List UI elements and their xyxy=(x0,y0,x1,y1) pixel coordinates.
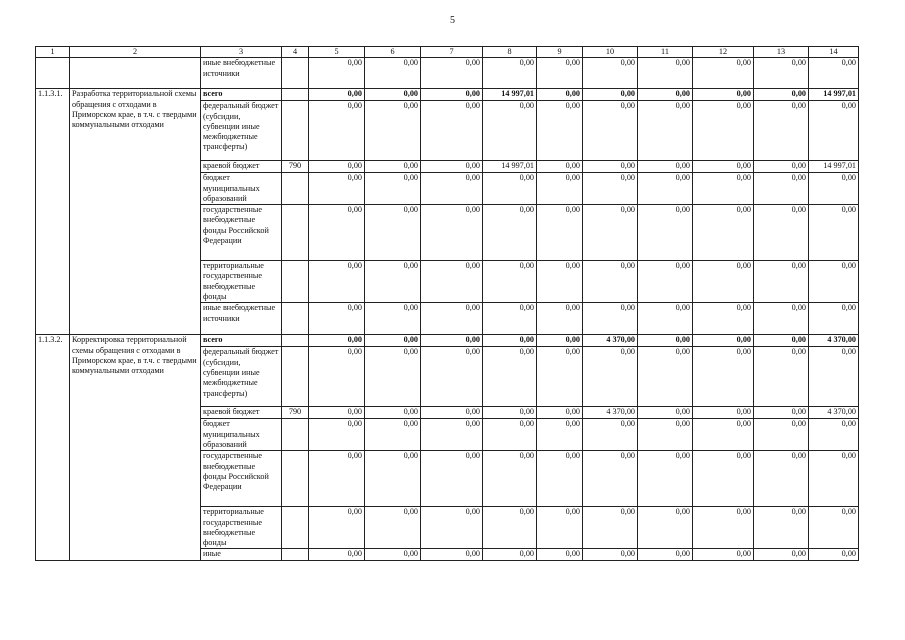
value-cell: 0,00 xyxy=(693,419,754,451)
value-cell: 0,00 xyxy=(483,101,537,161)
page-number: 5 xyxy=(450,15,455,26)
column-header: 11 xyxy=(638,47,693,58)
value-cell: 0,00 xyxy=(754,407,809,419)
value-cell: 0,00 xyxy=(583,549,638,561)
value-cell: 0,00 xyxy=(693,161,754,173)
value-cell: 0,00 xyxy=(693,173,754,205)
value-cell: 0,00 xyxy=(483,549,537,561)
funding-source-cell: федеральный бюджет (субсидии, субвенции иные межбюджетные трансферты) xyxy=(201,101,282,161)
value-cell: 0,00 xyxy=(537,58,583,89)
value-cell: 0,00 xyxy=(309,347,365,407)
value-cell: 0,00 xyxy=(483,173,537,205)
value-cell: 4 370,00 xyxy=(809,407,859,419)
value-cell: 0,00 xyxy=(537,507,583,549)
value-cell: 0,00 xyxy=(309,173,365,205)
value-cell: 14 997,01 xyxy=(809,89,859,101)
kbk-cell xyxy=(282,89,309,101)
row-code-cell xyxy=(36,58,70,89)
value-cell: 0,00 xyxy=(537,419,583,451)
kbk-cell xyxy=(282,507,309,549)
kbk-cell xyxy=(282,419,309,451)
value-cell: 0,00 xyxy=(483,407,537,419)
value-cell: 0,00 xyxy=(754,58,809,89)
value-cell: 0,00 xyxy=(365,303,421,335)
column-header: 13 xyxy=(754,47,809,58)
value-cell: 0,00 xyxy=(583,303,638,335)
funding-source-cell: иные внебюджетные источники xyxy=(201,58,282,89)
value-cell: 0,00 xyxy=(537,347,583,407)
value-cell: 0,00 xyxy=(537,335,583,347)
row-name-cell: Разработка территориальной схемы обращения с отходами в Приморском крае, в т.ч. с твердыми коммунальными отходами xyxy=(70,89,201,335)
row-name-cell: Корректировка территориальной схемы обращения с отходами в Приморском крае, в т.ч. с твердыми коммунальными отходами xyxy=(70,335,201,561)
value-cell: 0,00 xyxy=(537,89,583,101)
value-cell: 0,00 xyxy=(638,335,693,347)
value-cell: 0,00 xyxy=(754,261,809,303)
value-cell: 0,00 xyxy=(638,451,693,507)
value-cell: 0,00 xyxy=(754,507,809,549)
kbk-cell xyxy=(282,261,309,303)
kbk-cell: 790 xyxy=(282,407,309,419)
value-cell: 0,00 xyxy=(583,89,638,101)
value-cell: 0,00 xyxy=(693,89,754,101)
value-cell: 0,00 xyxy=(809,261,859,303)
column-header: 12 xyxy=(693,47,754,58)
value-cell: 0,00 xyxy=(754,161,809,173)
value-cell: 0,00 xyxy=(365,261,421,303)
column-header: 5 xyxy=(309,47,365,58)
value-cell: 0,00 xyxy=(638,507,693,549)
table-row xyxy=(36,335,859,347)
value-cell: 0,00 xyxy=(693,451,754,507)
row-code-cell: 1.1.3.2. xyxy=(36,335,70,561)
value-cell: 0,00 xyxy=(809,58,859,89)
value-cell: 0,00 xyxy=(309,161,365,173)
value-cell: 0,00 xyxy=(365,407,421,419)
funding-source-cell: иные xyxy=(201,549,282,561)
value-cell: 0,00 xyxy=(638,173,693,205)
kbk-cell xyxy=(282,451,309,507)
value-cell: 0,00 xyxy=(309,205,365,261)
funding-source-cell: всего xyxy=(201,89,282,101)
value-cell: 0,00 xyxy=(809,101,859,161)
column-header: 2 xyxy=(70,47,201,58)
funding-source-cell: иные внебюджетные источники xyxy=(201,303,282,335)
value-cell: 0,00 xyxy=(638,205,693,261)
value-cell: 0,00 xyxy=(483,347,537,407)
value-cell: 0,00 xyxy=(365,507,421,549)
value-cell: 0,00 xyxy=(309,58,365,89)
value-cell: 0,00 xyxy=(421,407,483,419)
value-cell: 0,00 xyxy=(693,507,754,549)
value-cell: 0,00 xyxy=(754,101,809,161)
value-cell: 4 370,00 xyxy=(583,407,638,419)
value-cell: 0,00 xyxy=(754,549,809,561)
value-cell: 0,00 xyxy=(809,451,859,507)
value-cell: 0,00 xyxy=(483,303,537,335)
value-cell: 0,00 xyxy=(583,58,638,89)
value-cell: 0,00 xyxy=(809,549,859,561)
value-cell: 0,00 xyxy=(483,58,537,89)
kbk-cell xyxy=(282,549,309,561)
column-header: 1 xyxy=(36,47,70,58)
row-name-cell xyxy=(70,58,201,89)
funding-source-cell: всего xyxy=(201,335,282,347)
value-cell: 0,00 xyxy=(754,173,809,205)
value-cell: 0,00 xyxy=(693,347,754,407)
value-cell: 0,00 xyxy=(638,549,693,561)
column-header: 14 xyxy=(809,47,859,58)
value-cell: 0,00 xyxy=(809,173,859,205)
value-cell: 0,00 xyxy=(638,89,693,101)
value-cell: 0,00 xyxy=(693,335,754,347)
column-header: 8 xyxy=(483,47,537,58)
kbk-cell: 790 xyxy=(282,161,309,173)
value-cell: 0,00 xyxy=(754,335,809,347)
funding-source-cell: краевой бюджет xyxy=(201,161,282,173)
value-cell: 0,00 xyxy=(483,419,537,451)
value-cell: 0,00 xyxy=(483,451,537,507)
value-cell: 14 997,01 xyxy=(809,161,859,173)
value-cell: 0,00 xyxy=(421,335,483,347)
value-cell: 0,00 xyxy=(365,347,421,407)
funding-source-cell: государственные внебюджетные фонды Российской Федерации xyxy=(201,451,282,507)
value-cell: 0,00 xyxy=(421,451,483,507)
value-cell: 4 370,00 xyxy=(809,335,859,347)
funding-source-cell: бюджет муниципальных образований xyxy=(201,419,282,451)
value-cell: 0,00 xyxy=(809,303,859,335)
value-cell: 0,00 xyxy=(693,261,754,303)
value-cell: 4 370,00 xyxy=(583,335,638,347)
table-row xyxy=(36,89,859,101)
value-cell: 0,00 xyxy=(309,507,365,549)
column-header: 7 xyxy=(421,47,483,58)
value-cell: 0,00 xyxy=(421,347,483,407)
value-cell: 0,00 xyxy=(309,549,365,561)
value-cell: 0,00 xyxy=(537,303,583,335)
value-cell: 0,00 xyxy=(754,89,809,101)
value-cell: 0,00 xyxy=(365,101,421,161)
value-cell: 0,00 xyxy=(638,347,693,407)
value-cell: 0,00 xyxy=(421,261,483,303)
kbk-cell xyxy=(282,335,309,347)
value-cell: 0,00 xyxy=(754,419,809,451)
value-cell: 0,00 xyxy=(421,101,483,161)
value-cell: 0,00 xyxy=(309,261,365,303)
budget-table xyxy=(35,46,859,561)
kbk-cell xyxy=(282,101,309,161)
funding-source-cell: краевой бюджет xyxy=(201,407,282,419)
kbk-cell xyxy=(282,173,309,205)
value-cell: 0,00 xyxy=(483,507,537,549)
value-cell: 0,00 xyxy=(537,261,583,303)
header-row xyxy=(36,47,859,58)
value-cell: 0,00 xyxy=(693,549,754,561)
value-cell: 0,00 xyxy=(693,407,754,419)
value-cell: 0,00 xyxy=(537,549,583,561)
value-cell: 0,00 xyxy=(754,451,809,507)
column-header: 10 xyxy=(583,47,638,58)
value-cell: 0,00 xyxy=(309,419,365,451)
value-cell: 0,00 xyxy=(693,58,754,89)
value-cell: 0,00 xyxy=(421,58,483,89)
funding-source-cell: бюджет муниципальных образований xyxy=(201,173,282,205)
value-cell: 0,00 xyxy=(365,549,421,561)
value-cell: 0,00 xyxy=(583,347,638,407)
value-cell: 0,00 xyxy=(809,347,859,407)
value-cell: 0,00 xyxy=(754,205,809,261)
value-cell: 0,00 xyxy=(537,407,583,419)
value-cell: 14 997,01 xyxy=(483,161,537,173)
table-body xyxy=(36,58,859,561)
value-cell: 0,00 xyxy=(537,101,583,161)
value-cell: 0,00 xyxy=(365,451,421,507)
value-cell: 0,00 xyxy=(421,549,483,561)
kbk-cell xyxy=(282,205,309,261)
value-cell: 0,00 xyxy=(365,419,421,451)
column-header: 4 xyxy=(282,47,309,58)
value-cell: 0,00 xyxy=(421,161,483,173)
value-cell: 0,00 xyxy=(365,173,421,205)
funding-source-cell: государственные внебюджетные фонды Российской Федерации xyxy=(201,205,282,261)
value-cell: 0,00 xyxy=(309,407,365,419)
value-cell: 0,00 xyxy=(365,335,421,347)
column-header: 9 xyxy=(537,47,583,58)
value-cell: 0,00 xyxy=(483,335,537,347)
value-cell: 0,00 xyxy=(754,303,809,335)
value-cell: 0,00 xyxy=(537,205,583,261)
value-cell: 0,00 xyxy=(537,173,583,205)
value-cell: 0,00 xyxy=(583,451,638,507)
value-cell: 0,00 xyxy=(309,101,365,161)
value-cell: 0,00 xyxy=(583,419,638,451)
value-cell: 0,00 xyxy=(365,205,421,261)
value-cell: 0,00 xyxy=(365,161,421,173)
value-cell: 0,00 xyxy=(421,419,483,451)
value-cell: 0,00 xyxy=(483,205,537,261)
value-cell: 0,00 xyxy=(638,419,693,451)
value-cell: 0,00 xyxy=(638,101,693,161)
value-cell: 0,00 xyxy=(693,303,754,335)
value-cell: 0,00 xyxy=(583,507,638,549)
value-cell: 0,00 xyxy=(365,58,421,89)
kbk-cell xyxy=(282,58,309,89)
value-cell: 0,00 xyxy=(809,507,859,549)
value-cell: 0,00 xyxy=(421,173,483,205)
value-cell: 0,00 xyxy=(583,173,638,205)
value-cell: 0,00 xyxy=(693,101,754,161)
column-header: 3 xyxy=(201,47,282,58)
value-cell: 0,00 xyxy=(421,303,483,335)
value-cell: 0,00 xyxy=(309,303,365,335)
table-row xyxy=(36,58,859,89)
value-cell: 0,00 xyxy=(638,58,693,89)
value-cell: 0,00 xyxy=(421,205,483,261)
value-cell: 0,00 xyxy=(365,89,421,101)
value-cell: 0,00 xyxy=(809,205,859,261)
value-cell: 0,00 xyxy=(638,261,693,303)
value-cell: 0,00 xyxy=(309,335,365,347)
value-cell: 0,00 xyxy=(583,261,638,303)
value-cell: 0,00 xyxy=(421,89,483,101)
kbk-cell xyxy=(282,303,309,335)
value-cell: 0,00 xyxy=(537,451,583,507)
value-cell: 0,00 xyxy=(583,101,638,161)
value-cell: 0,00 xyxy=(693,205,754,261)
value-cell: 0,00 xyxy=(583,161,638,173)
kbk-cell xyxy=(282,347,309,407)
value-cell: 0,00 xyxy=(583,205,638,261)
column-header: 6 xyxy=(365,47,421,58)
value-cell: 0,00 xyxy=(638,161,693,173)
value-cell: 0,00 xyxy=(754,347,809,407)
value-cell: 0,00 xyxy=(537,161,583,173)
value-cell: 0,00 xyxy=(638,407,693,419)
value-cell: 0,00 xyxy=(483,261,537,303)
value-cell: 0,00 xyxy=(309,89,365,101)
value-cell: 0,00 xyxy=(421,507,483,549)
funding-source-cell: территориальные государственные внебюджетные фонды xyxy=(201,261,282,303)
row-code-cell: 1.1.3.1. xyxy=(36,89,70,335)
value-cell: 0,00 xyxy=(638,303,693,335)
funding-source-cell: территориальные государственные внебюджетные фонды xyxy=(201,507,282,549)
value-cell: 14 997,01 xyxy=(483,89,537,101)
value-cell: 0,00 xyxy=(809,419,859,451)
funding-source-cell: федеральный бюджет (субсидии, субвенции иные межбюджетные трансферты) xyxy=(201,347,282,407)
value-cell: 0,00 xyxy=(309,451,365,507)
